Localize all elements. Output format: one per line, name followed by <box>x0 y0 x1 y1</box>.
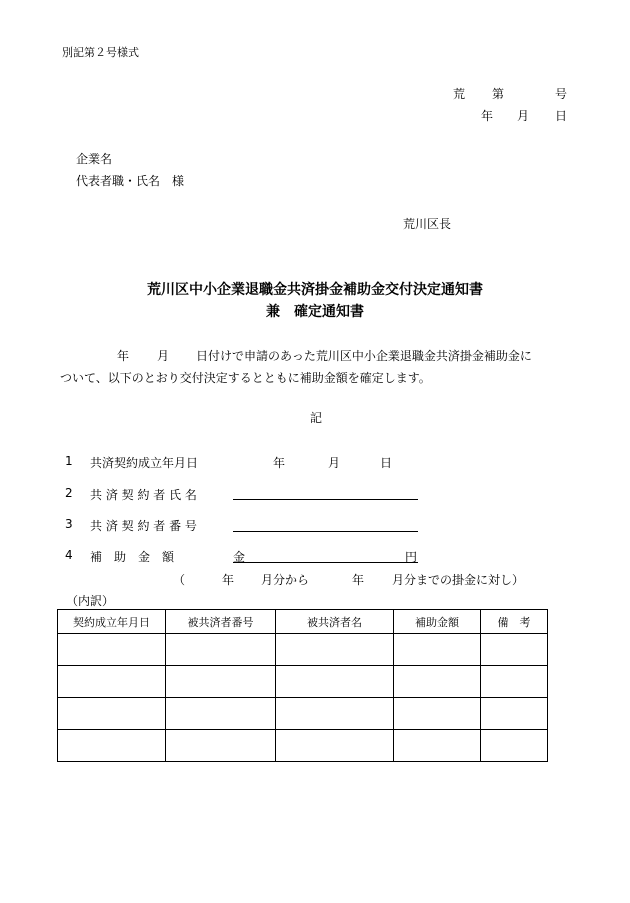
body-year: 年 <box>117 349 130 363</box>
amount-suffix: 円 <box>405 550 418 564</box>
table-row <box>58 730 548 762</box>
contractor-name-line <box>233 499 418 500</box>
item-number: 3 <box>65 517 73 531</box>
table-cell <box>58 634 166 666</box>
period-open: （ <box>173 573 186 587</box>
amount-line <box>233 562 418 563</box>
period-year2: 年 <box>352 573 365 587</box>
period-year1: 年 <box>222 573 235 587</box>
header-remarks: 備 考 <box>481 610 548 634</box>
table-cell <box>58 666 166 698</box>
ki-marker: 記 <box>310 411 323 425</box>
table-cell <box>58 730 166 762</box>
table-cell <box>394 698 481 730</box>
issue-date-month: 月 <box>517 109 530 123</box>
table-cell <box>276 730 394 762</box>
document-title: 荒川区中小企業退職金共済掛金補助金交付決定通知書 <box>147 282 483 298</box>
item-label: 共 済 契 約 者 番 号 <box>90 519 197 533</box>
table-cell <box>481 634 548 666</box>
table-cell <box>481 730 548 762</box>
table-row <box>58 666 548 698</box>
table-cell <box>276 634 394 666</box>
issue-date-day: 日 <box>555 109 568 123</box>
table-header-row <box>58 610 548 634</box>
period-close: 月分までの掛金に対し） <box>392 573 525 587</box>
period-month1: 月分から <box>261 573 310 587</box>
breakdown-table <box>57 609 548 762</box>
item-label: 共 済 契 約 者 氏 名 <box>90 488 197 502</box>
item-number: 2 <box>65 486 73 500</box>
table-cell <box>166 730 276 762</box>
body-line1: 日付けで申請のあった荒川区中小企業退職金共済掛金補助金に <box>196 349 532 363</box>
item-month: 月 <box>328 456 341 470</box>
issuer: 荒川区長 <box>403 217 452 231</box>
amount-prefix: 金 <box>233 550 246 564</box>
item-number: 1 <box>65 454 73 468</box>
table-cell <box>394 666 481 698</box>
header-subsidy-amount: 補助金額 <box>394 610 481 634</box>
item-day: 日 <box>380 456 393 470</box>
table-cell <box>394 634 481 666</box>
table-cell <box>166 634 276 666</box>
document-subtitle: 兼 確定通知書 <box>266 304 364 320</box>
table-cell <box>166 666 276 698</box>
recipient-representative: 代表者職・氏名 様 <box>76 174 185 188</box>
table-cell <box>394 730 481 762</box>
body-month: 月 <box>157 349 170 363</box>
issue-number-suffix: 号 <box>555 87 568 101</box>
table-cell <box>276 698 394 730</box>
item-label: 補 助 金 額 <box>90 550 175 564</box>
item-label: 共済契約成立年月日 <box>90 456 199 470</box>
table-cell <box>58 698 166 730</box>
table-cell <box>481 666 548 698</box>
header-insured-name: 被共済者名 <box>276 610 394 634</box>
issue-number-mid: 第 <box>492 87 505 101</box>
breakdown-label: （内訳） <box>66 594 115 608</box>
item-number: 4 <box>65 548 73 562</box>
contractor-number-line <box>233 531 418 532</box>
header-contract-date: 契約成立年月日 <box>58 610 166 634</box>
table-row <box>58 634 548 666</box>
issue-date-year: 年 <box>481 109 494 123</box>
table-row <box>58 698 548 730</box>
table-cell <box>276 666 394 698</box>
recipient-company: 企業名 <box>76 152 113 166</box>
table-cell <box>166 698 276 730</box>
form-id: 別記第２号様式 <box>62 46 139 59</box>
issue-number-prefix: 荒 <box>453 87 466 101</box>
body-line2: ついて、以下のとおり交付決定するとともに補助金額を確定します。 <box>60 371 431 385</box>
item-year: 年 <box>273 456 286 470</box>
table-cell <box>481 698 548 730</box>
header-insured-number: 被共済者番号 <box>166 610 276 634</box>
